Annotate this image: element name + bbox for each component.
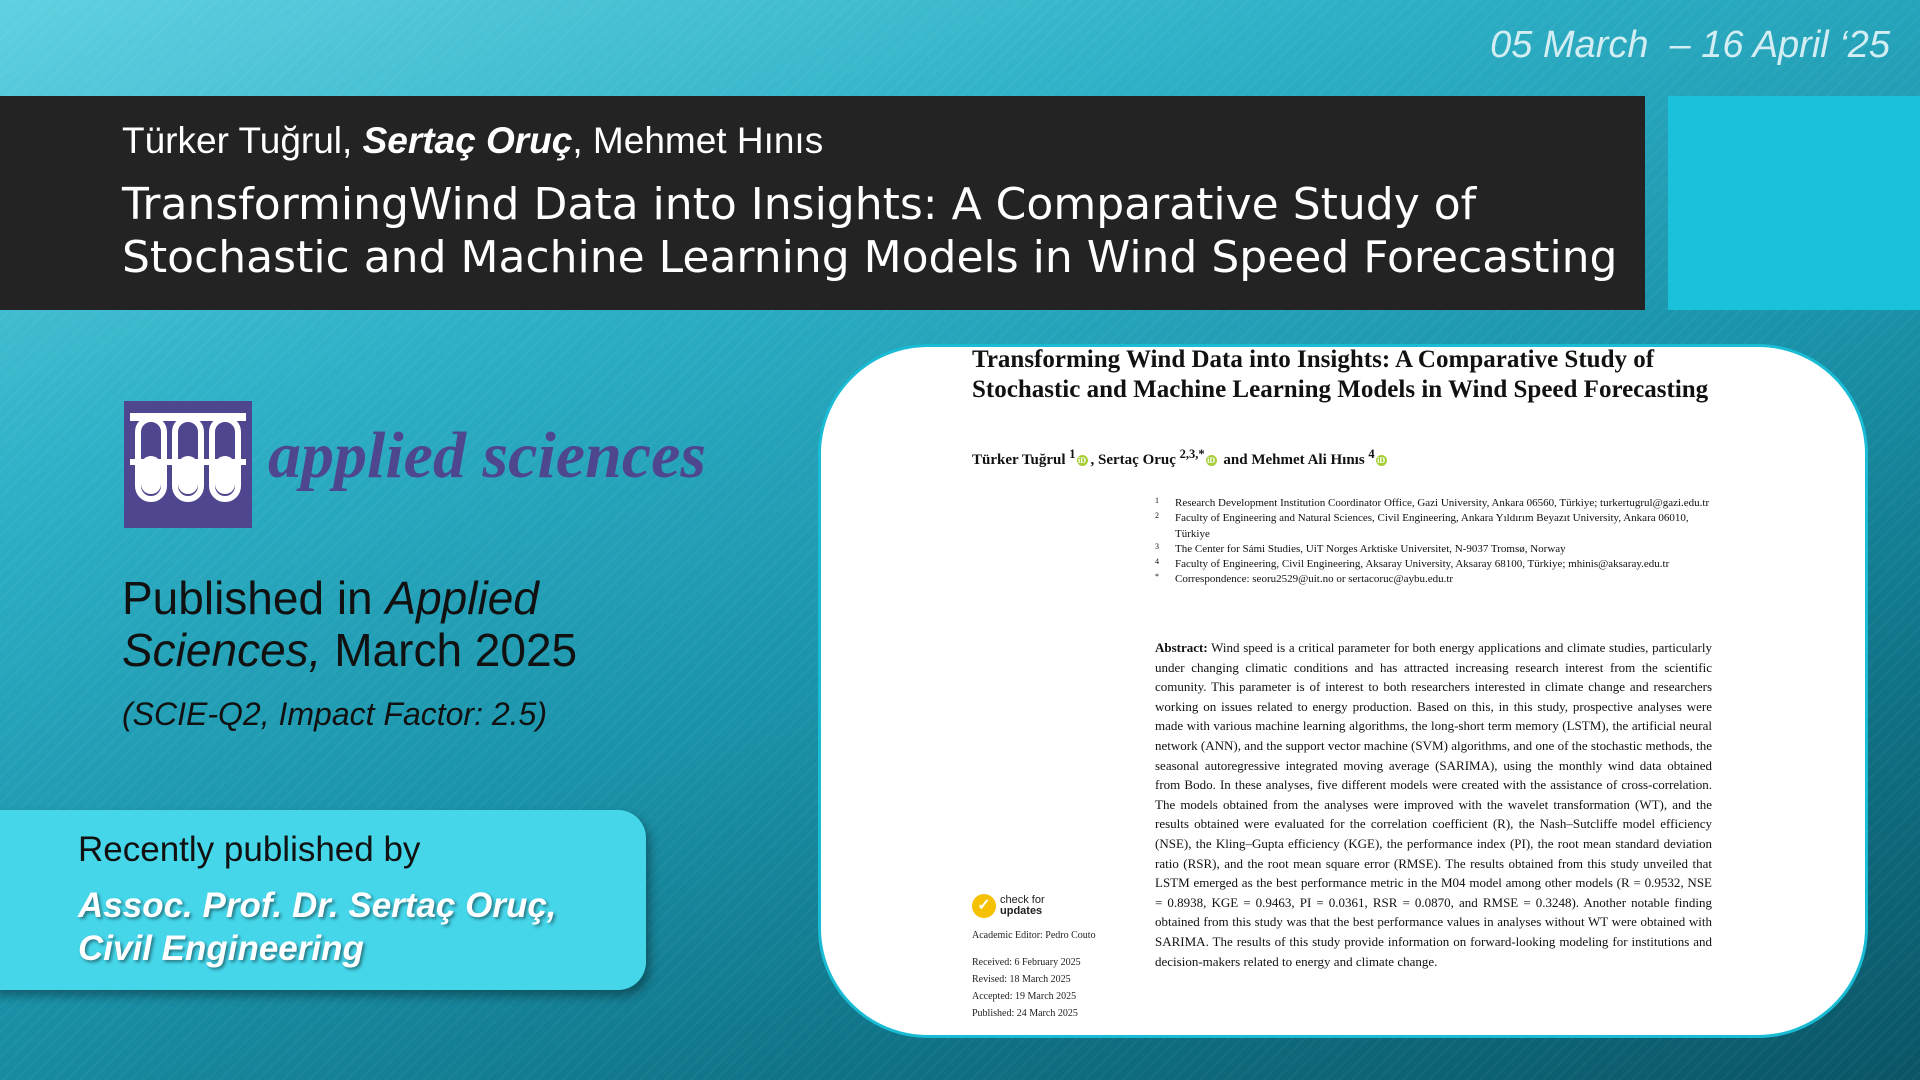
published-date: March 2025 — [321, 624, 578, 676]
affiliation-item — [1155, 496, 1715, 511]
affiliation-text: The Center for Sámi Studies, UiT Norges Arktiske Universitet, N-9037 Tromsø, Norway — [1175, 542, 1566, 555]
check-line-2: updates — [1000, 905, 1043, 917]
orcid-icon: iD — [1377, 456, 1386, 466]
date-range: 05 March – 16 April ‘25 — [1490, 24, 1890, 66]
paper-meta — [972, 930, 1132, 1025]
revised-date: Revised: 18 March 2025 — [972, 974, 1071, 985]
paper-author-2: , Sertaç Oruç — [1090, 452, 1180, 468]
academic-editor: Academic Editor: Pedro Couto — [972, 930, 1096, 941]
author-2: Sertaç Oruç — [362, 120, 573, 161]
affiliation-text: Faculty of Engineering, Civil Engineering, Aksaray University, Aksaray 68100, Türkiye; mhinis@aksaray.edu.tr — [1175, 558, 1670, 571]
published-prefix: Published in — [122, 572, 386, 624]
affiliation-item — [1155, 572, 1715, 587]
slide-title: TransformingWind Data into Insights: A Comparative Study of Stochastic and Machine Learning Models in Wind Speed Forecasting — [122, 179, 1618, 283]
check-updates-icon: ✓ — [972, 894, 996, 918]
journal-logo-text: applied sciences — [268, 419, 707, 492]
impact-factor: (SCIE-Q2, Impact Factor: 2.5) — [122, 696, 547, 732]
affiliation-number: 1 — [1155, 496, 1159, 505]
paper-abstract — [1155, 638, 1712, 971]
paper-author-2-sup: 2,3,* — [1179, 447, 1205, 461]
check-for-updates[interactable] — [972, 894, 1045, 918]
affiliation-item — [1155, 511, 1715, 542]
orcid-icon: iD — [1207, 456, 1216, 466]
accepted-date: Accepted: 19 March 2025 — [972, 991, 1077, 1002]
affiliation-text: Faculty of Engineering and Natural Sciences, Civil Engineering, Ankara Yıldırım Beyazıt University, Ankara 06010, Türkiye — [1175, 512, 1689, 540]
author-3: , Mehmet Hınıs — [572, 120, 824, 161]
received-date: Received: 6 February 2025 — [972, 957, 1081, 968]
published-journal: Applied Sciences, — [122, 572, 539, 676]
check-updates-text — [1000, 895, 1045, 917]
abstract-text: Wind speed is a critical parameter for both energy applications and climate studies, particularly under changing climatic conditions and has attracted increasing research interest from the scientific comunity. This parameter is of interest to both researchers interested in climate change and researchers working on issues related to energy production. Based on this, in this study, prospective analyses were made with various machine learning algorithms, the long-short term memory (LSTM), the artificial neural network (ANN), and the support vector machine (SVM) algorithms, and one of the stochastic methods, the seasonal autoregressive integrated moving average (SARIMA), using the monthly wind data obtained from Bodo. In these analyses, five different models were created with the assistance of cross-correlation. The models obtained from the analyses were improved with the wavelet transformation (WT), and the results obtained were evaluated for the correlation coefficient (R), the Nash–Sutcliffe model efficiency (NSE), the Kling–Gupta efficiency (KGE), the performance index (PI), the root mean standard deviation ratio (RSR), and the root mean square error (RMSE). The results obtained from this study unveiled that LSTM emerged as the best performance metric in the M04 model among other models (R = 0.9532, NSE = 0.8938, KGE = 0.9463, PI = 0.0361, RSR = 0.0870, and RMSE = 0.3248). Another notable finding obtained from this study was that the best performance values in analyses without WT were obtained with SARIMA. The results of this study provide information on forward-looking modeling for institutions and decision-makers related to energy and climate change. — [1155, 640, 1712, 969]
paper-author-3: and Mehmet Ali Hınıs — [1219, 452, 1369, 468]
authors-line — [122, 120, 823, 162]
affiliation-number: 3 — [1155, 541, 1159, 551]
author-1: Türker Tuğrul, — [122, 120, 363, 161]
paper-authors — [972, 447, 1390, 469]
recently-published-label: Recently published by — [78, 830, 421, 869]
published-date-meta: Published: 24 March 2025 — [972, 1008, 1078, 1019]
affiliation-item — [1155, 557, 1715, 572]
affiliation-number: 4 — [1155, 557, 1159, 567]
affiliation-number: 2 — [1155, 511, 1159, 521]
accent-square — [1668, 96, 1920, 310]
affiliations-list — [1155, 496, 1715, 588]
affiliation-text: Research Development Institution Coordinator Office, Gazi University, Ankara 06560, Türkiye; turkertugrul@gazi.edu.tr — [1175, 497, 1710, 509]
abstract-label: Abstract: — [1155, 640, 1208, 655]
affiliation-number: * — [1155, 572, 1159, 582]
paper-author-1: Türker Tuğrul — [972, 452, 1070, 468]
test-tubes-icon — [124, 401, 252, 528]
paper-author-3-sup: 4 — [1368, 447, 1375, 461]
affiliation-item — [1155, 542, 1715, 557]
published-statement — [122, 572, 682, 676]
paper-title: Transforming Wind Data into Insights: A Comparative Study of Stochastic and Machine Learning Models in Wind Speed Forecasting — [972, 346, 1709, 403]
affiliation-text: Correspondence: seoru2529@uit.no or sertacoruc@aybu.edu.tr — [1175, 573, 1454, 586]
orcid-icon: iD — [1078, 456, 1087, 466]
paper-author-1-sup: 1 — [1069, 447, 1076, 461]
recently-published-name: Assoc. Prof. Dr. Sertaç Oruç, Civil Engineering — [78, 886, 557, 968]
check-line-1: check for — [1000, 894, 1045, 906]
